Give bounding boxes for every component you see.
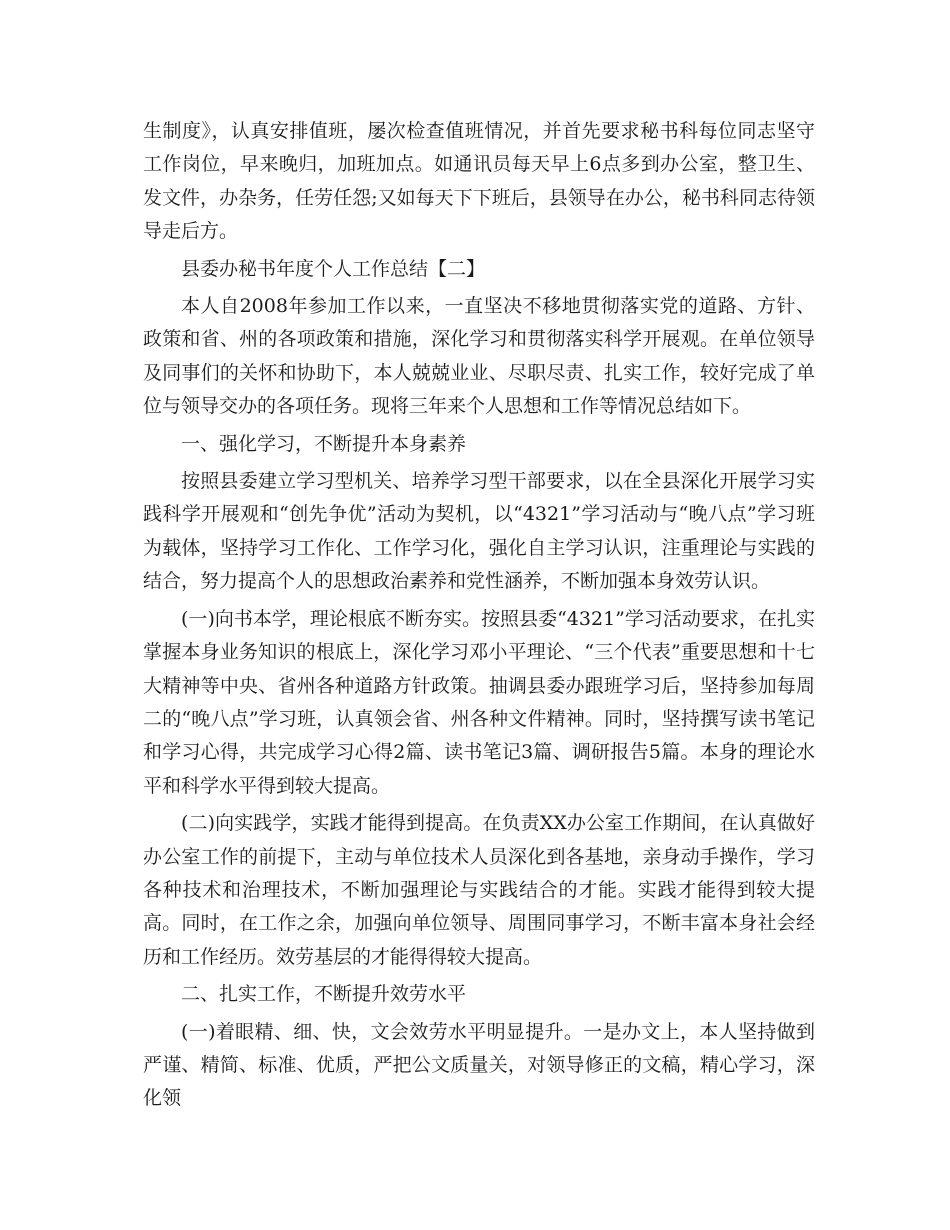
paragraph-intro: 本人自2008年参加工作以来，一直坚决不移地贯彻落实党的道路、方针、政策和省、州的各项政策和措施，深化学习和贯彻落实科学开展观。在单位领导及同事们的关怀和协助下，本人兢兢业业、尽职尽责、扎实工作，较好完成了单位与领导交办的各项任务。现将三年来个人思想和工作等情况总结如下。	[143, 295, 815, 418]
paragraph-study: 按照县委建立学习型机关、培养学习型干部要求，以在全县深化开展学习实践科学开展观和“创先争优”活动为契机，以“4321”学习活动与“晚八点”学习班为载体，坚持学习工作化、工作学习化，强化自主学习认识，注重理论与实践的结合，努力提高个人的思想政治素养和党性涵养，不断加强本身效劳认识。	[143, 470, 815, 593]
paragraph-books: (一)向书本学，理论根底不断夯实。按照县委“4321”学习活动要求，在扎实掌握本身业务知识的根底上，深化学习邓小平理论、“三个代表”重要思想和十七大精神等中央、省州各种道路方针政策。抽调县委办跟班学习后，坚持参加每周二的“晚八点”学习班，认真领会省、州各种文件精神。同时，坚持撰写读书笔记和学习心得，共完成学习心得2篇、读书笔记3篇、调研报告5篇。本身的理论水平和科学水平得到较大提高。	[143, 607, 815, 797]
paragraph-practice: (二)向实践学，实践才能得到提高。在负责XX办公室工作期间，在认真做好办公室工作的前提下，主动与单位技术人员深化到各基地，亲身动手操作，学习各种技术和治理技术，不断加强理论与实践结合的才能。实践才能得到较大提高。同时，在工作之余，加强向单位领导、周围同事学习，不断丰富本身社会经历和工作经历。效劳基层的才能得得较大提高。	[143, 812, 815, 968]
paragraph-1: 生制度》，认真安排值班，屡次检查值班情况，并首先要求秘书科每位同志坚守工作岗位，早来晚归，加班加点。如通讯员每天早上6点多到办公室，整卫生、发文件，办杂务，任劳任怨;又如每天下下班后，县领导在办公，秘书科同志待领导走后方。	[143, 120, 815, 243]
section-title-2: 县委办秘书年度个人工作总结【二】	[181, 257, 486, 280]
heading-study: 一、强化学习，不断提升本身素养	[181, 432, 467, 455]
heading-work: 二、扎实工作，不断提升效劳水平	[181, 983, 467, 1006]
paragraph-documents: (一)着眼精、细、快，文会效劳水平明显提升。一是办文上，本人坚持做到严谨、精简、标准、优质，严把公文质量关，对领导修正的文稿，精心学习，深化领	[143, 1020, 815, 1110]
document-body	[143, 115, 815, 1120]
